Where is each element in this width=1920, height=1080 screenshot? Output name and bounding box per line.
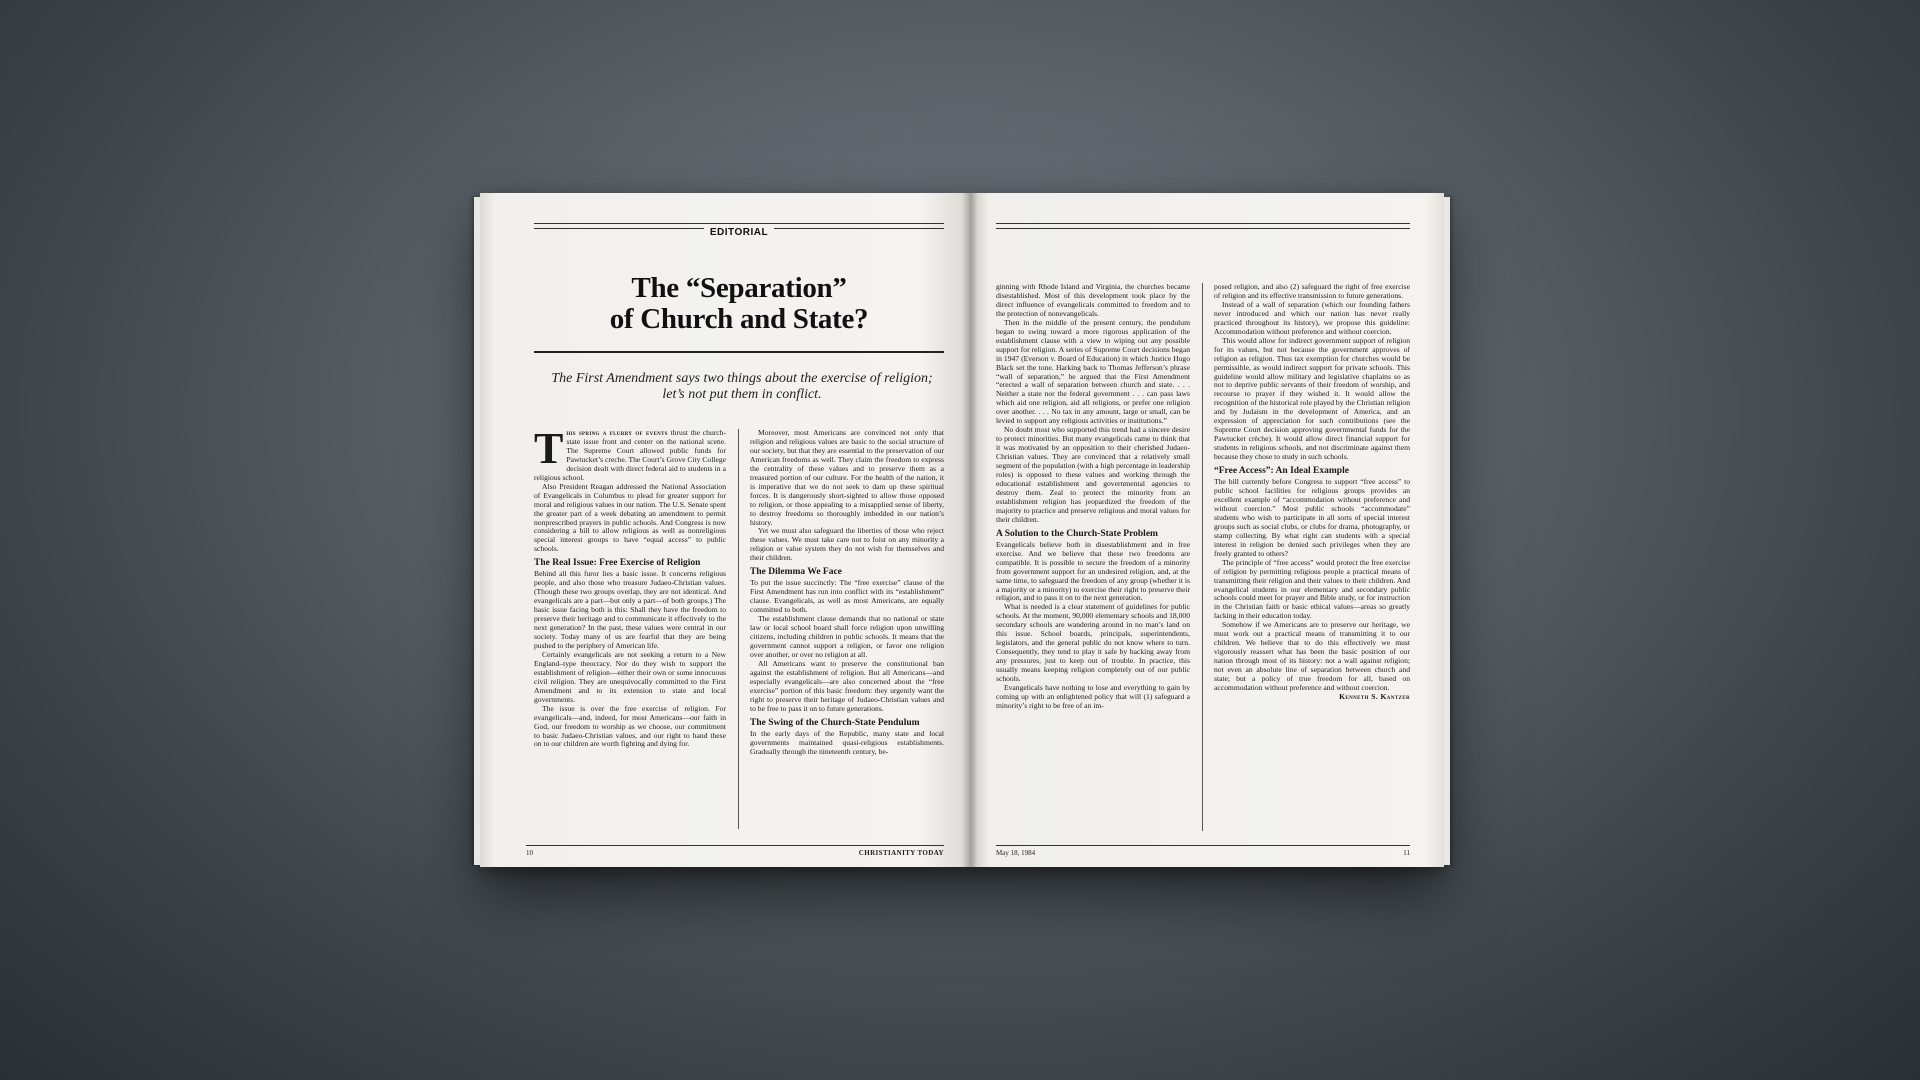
page-number-left: 10 bbox=[526, 849, 533, 857]
author-byline: Kenneth S. Kantzer bbox=[1339, 691, 1410, 701]
paragraph: No doubt most who supported this trend had a sincere desire to protect minorities. But many evangelicals came to think that it was motivated by an opposition to their cherished Judaeo-Christian values. They are convinced that a relatively small segment of the population (with a high percentage in leadership roles) is opposed to these values and working through the educational establishment and governmental agencies to destroy them. Zeal to protect the minority from an establishment religion has jeopardized the freedom of the majority to practice and preserve religious and moral values for their children. bbox=[996, 425, 1190, 524]
footer-rule-right bbox=[996, 845, 1410, 846]
column-divider bbox=[738, 429, 739, 829]
running-foot: CHRISTIANITY TODAY bbox=[858, 849, 944, 857]
paragraph: Also President Reagan addressed the National Association of Evangelicals in Columbus to plead for greater support for moral and religious values in our nation. The U.S. Senate spent the greater part of a week debating an amendment to permit nonprescribed prayers in public schools. And Congress is now considering a bill to allow religious as well as nonreligious special interest groups to have “equal access” to public schools. bbox=[534, 481, 726, 554]
paragraph: In the early days of the Republic, many state and local governments maintained quasi-religious establishments. Gradually through the nineteenth century, be- bbox=[750, 728, 944, 756]
subhead: The Dilemma We Face bbox=[750, 567, 842, 578]
page-number-right: 11 bbox=[1403, 849, 1410, 857]
magazine-spread bbox=[480, 193, 1444, 867]
paragraph: To put the issue succinctly: The “free exercise” clause of the First Amendment has run into conflict with its “establishment” clause. Evangelicals, as well as most Americans, are equally committed to both. bbox=[750, 578, 944, 615]
paragraph: Instead of a wall of separation (which our founding fathers never introduced and which our nation has never really practiced throughout its history), we propose this guideline: Accommodation without preference and without coercion. bbox=[1214, 299, 1410, 336]
paragraph: Behind all this furor lies a basic issue. It concerns religious people, and also those who treasure Judaeo-Christian values. (Though these two groups overlap, they are not identical. And evangelicals are a part—but only a part—of both groups.) The basic issue facing both is this: Shall they have the freedom to preserve their heritage and to communicate it effectively to the next generation? In the past, these values were central in our society. Today many of us are fearful that they are being pushed to the periphery of American life. bbox=[534, 569, 726, 650]
article-title bbox=[532, 273, 946, 335]
paragraph: Somehow if we Americans are to preserve our heritage, we must work out a practical means of transmitting it to our children. We believe that to do this effectively we must vigorously reassert what has been the basic position of our nation through most of its history: not a wall against religion; not even an absolute line of separation between church and state; but a policy of true freedom for all, based on accommodation without preference and without coercion. bbox=[1214, 620, 1410, 692]
column-divider bbox=[1202, 283, 1203, 831]
right-page bbox=[970, 193, 1444, 867]
department-label: EDITORIAL bbox=[534, 227, 944, 238]
subhead: The Swing of the Church-State Pendulum bbox=[750, 717, 920, 728]
paragraph: Evangelicals believe both in disestablishment and in free exercise. And we believe that these two freedoms are compatible. It is possible to secure the freedom of a minority from government support for an undesired religion, and, at the same time, to safeguard the freedom of any group (whether it is a majority or a minority) to exercise their right to preserve their religion, and to pass it on to the next generation. bbox=[996, 539, 1190, 603]
subhead: A Solution to the Church-State Problem bbox=[996, 528, 1158, 539]
title-line-2: of Church and State? bbox=[609, 303, 869, 335]
paragraph: What is needed is a clear statement of guidelines for public schools. At the moment, 90,000 elementary schools and 18,000 secondary schools are wandering around in no man’s land on this issue. School boards, principals, superintendents, legislators, and the general public do not know where to turn. Consequently, they tend to play it safe by backing away from any pressures, just to keep out of trouble. In practice, this usually means keeping religion completely out of our public schools. bbox=[996, 602, 1190, 684]
paragraph: All Americans want to preserve the constitutional ban against the establishment of religion. But all Americans—and especially evangelicals—are also concerned about the “free exercise” portion of this basic freedom: they urgently want the right to preserve their heritage of Judaeo-Christian values and to be free to pass it on to future generations. bbox=[750, 658, 944, 713]
paragraph: The issue is over the free exercise of religion. For evangelicals—and, indeed, for most Americans—our faith in God, our freedom to worship as we choose, our commitment to basic Judaeo-Christian values, and our right to hand these on to our children are worth fighting and dying for. bbox=[534, 703, 726, 749]
paragraph: The principle of “free access” would protect the free exercise of religion by permitting religious people a practical means of transmitting their religion and their values to their children. And evangelical students in our elementary and secondary public schools could meet for prayer and Bible study, or for instruction in the Christian faith or basic ethical values—areas so greatly lacking in their education today. bbox=[1214, 557, 1410, 621]
title-line-1: The “Separation” bbox=[631, 272, 847, 304]
title-rule bbox=[534, 351, 944, 353]
paragraph: The bill currently before Congress to support “free access” to public school facilities for religious groups provides an excellent example of “accommodation without preference and without coercion.” Most public schools “accommodate” students who wish to participate in all sorts of special interest groups such as social clubs, or clubs for drama, photography, or stamp collecting. By what right can students with a special interest in religion be denied such privileges when they are freely granted to others? bbox=[1214, 477, 1410, 558]
text-column-1 bbox=[534, 429, 726, 835]
paragraph: Then in the middle of the present century, the pendulum began to swing toward a more rigorous application of the establishment clause with a view to wiping out any possible support for religion. A series of Supreme Court decisions began in 1947 (Everson v. Board of Education) in which Justice Hugo Black set the tone. Harking back to Thomas Jefferson’s phrase “wall of separation,” he argued that the First Amendment “erected a wall of separation between church and state. . . . Neither a state nor the federal government . . . can pass laws which aid one religion, aid all religions, or prefer one religion over another. . . . No tax in any amount, large or small, can be levied to support any religious activities or institutions.” bbox=[996, 317, 1190, 426]
paragraph: Yet we must also safeguard the liberties of those who reject these values. We must take care not to foist on any minority a religion or value system they do not wish for themselves and their children. bbox=[750, 526, 944, 563]
footer-rule-left bbox=[526, 845, 944, 846]
paragraph: Moreover, most Americans are convinced not only that religion and religious values are basic to the social structure of our society, but that they are essential to the preservation of our American freedoms as well. They claim the freedom to express the centrality of these values and to preserve them as a treasured portion of our culture. For the health of the nation, it is imperative that we do not seek to dam up these spiritual forces. It is dangerously short-sighted to allow those opposed to religion, or those appealing to a misapplied sense of liberty, to destroy freedoms so thoroughly imbedded in our nation’s history. bbox=[750, 429, 944, 527]
subhead: The Real Issue: Free Exercise of Religion bbox=[534, 558, 701, 569]
issue-date: May 18, 1984 bbox=[996, 849, 1036, 857]
left-page bbox=[480, 193, 970, 867]
paragraph: Certainly evangelicals are not seeking a return to a New England–type theocracy. Nor do they wish to support the establishment of religion—either their own or some innocuous civil religion. They are unequivocally committed to the First Amendment and to its extension to state and local governments. bbox=[534, 649, 726, 704]
text-column-2 bbox=[750, 429, 944, 835]
paragraph: posed religion, and also (2) safeguard the right of free exercise of religion and its effective transmission to future generations. bbox=[1214, 283, 1410, 300]
article-deck: The First Amendment says two things about the exercise of religion; let’s not put them in conflict. bbox=[551, 371, 933, 402]
paragraph: ginning with Rhode Island and Virginia, the churches became disestablished. Most of this development took place by the direct influence of evangelicals committed to freedom and to the protection of nonevangelicals. bbox=[996, 283, 1190, 318]
paragraph: The establishment clause demands that no national or state law or local school board shall force religion upon unwilling citizens, including children in public schools. It means that the government cannot support a religion, or favor one religion over another, or over no religion at all. bbox=[750, 614, 944, 659]
text-column-4 bbox=[1214, 283, 1410, 837]
paragraph: Evangelicals have nothing to lose and everything to gain by coming up with an enlightened policy that will (1) safeguard a minority’s right to be free of an im- bbox=[996, 682, 1190, 710]
drop-cap: T bbox=[534, 429, 564, 473]
lead-paragraph: This spring a flurry of events thrust the church-state issue front and center on the national scene. The Supreme Court allowed public funds for Pawtucket’s creche. The Court’s Grove City College decision dealt with direct federal aid to students in a religious school. bbox=[534, 429, 726, 482]
paragraph: This would allow for indirect government support of religion for its values, but not because the government approves of religion as religion. Thus tax exemption for churches would be permissible, as would indirect support for private schools. This guideline would allow military and legislative chaplains so as not to deprive public servants of their freedom of worship, and recourse to prayer if they wished it. It would allow the recognition of the historical role played by the Christian religion and by Judaism in the development of America, and an expression of appreciation for such contributions (see the Supreme Court decision approving governmental funds for the Pawtucket crèche). It would allow direct financial support for students in religious schools, and not discriminate against them because they chose to study in such schools. bbox=[1214, 335, 1410, 462]
text-column-3 bbox=[996, 283, 1190, 835]
subhead: “Free Access”: An Ideal Example bbox=[1214, 466, 1349, 477]
